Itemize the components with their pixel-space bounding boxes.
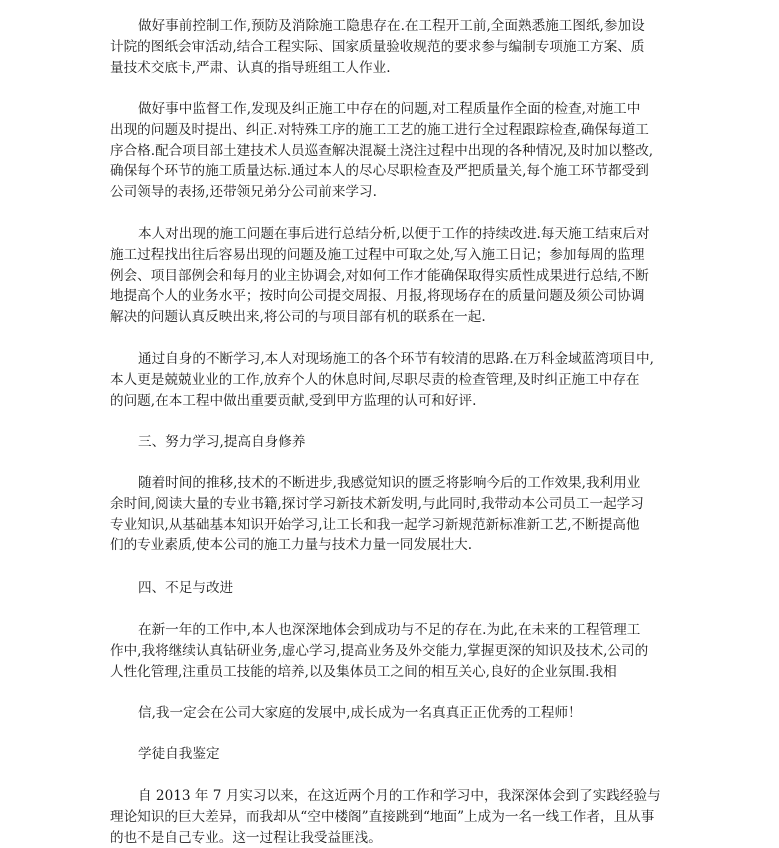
paragraph-post-analysis: [110, 224, 669, 328]
text-line: 的也不是自己专业。这一过程让我受益匪浅。: [110, 829, 382, 846]
text-line: 余时间,阅读大量的专业书籍,探讨学习新技术新发明,与此同时,我带动本公司员工一起学习: [110, 495, 644, 512]
text-line: 做好事前控制工作,预防及消除施工隐患存在.在工程开工前,全面熟悉施工图纸,参加设: [138, 18, 645, 34]
text-line: 本人对出现的施工问题在事后进行总结分析,以便于工作的持续改进.每天施工结束后对: [138, 226, 650, 242]
text-line: 自 2013 年 7 月实习以来，在这近两个月的工作和学习中，我深深体会到了实践经验与: [138, 788, 661, 804]
section-heading-apprentice: 学徒自我鉴定: [138, 746, 220, 762]
paragraph-new-year: [110, 620, 669, 682]
paragraph-mid-supervision: [110, 99, 669, 203]
section-heading-shortcomings: 四、不足与改进: [138, 580, 234, 596]
text-line: 信,我一定会在公司大家庭的发展中,成长成为一名真真正正优秀的工程师！: [138, 705, 582, 721]
text-line: 人性化管理,注重员工技能的培养,以及集体员工之间的相互关心,良好的企业氛围.我相: [110, 663, 617, 680]
text-line: 确保每个环节的施工质量达标.通过本人的尽心尽职检查及严把质量关,每个施工环节都受到: [110, 163, 649, 180]
text-line: 解决的问题认真反映出来,将公司的与项目部有机的联系在一起.: [110, 309, 486, 326]
text-line: 施工过程找出往后容易出现的问题及施工过程中可取之处,写入施工日记；参加每周的监理: [110, 246, 645, 263]
paragraph-pre-control: [110, 16, 669, 78]
text-line: 例会、项目部例会和每月的业主协调会,对如何工作才能确保取得实质性成果进行总结,不断: [110, 267, 649, 284]
text-line: 专业知识,从基础基本知识开始学习,让工长和我一起学习新规范新标准新工艺,不断提高他: [110, 516, 640, 533]
text-line: 们的专业素质,使本公司的施工力量与技术力量一同发展壮大.: [110, 537, 473, 554]
text-line: 计院的图纸会审活动,结合工程实际、国家质量验收规范的要求参与编制专项施工方案、质: [110, 38, 645, 55]
section-heading-study: 三、努力学习,提高自身修养: [138, 434, 306, 450]
text-line: 在新一年的工作中,本人也深深地体会到成功与不足的存在.为此,在未来的工程管理工: [138, 622, 641, 638]
paragraph-knowledge: [110, 473, 669, 556]
text-line: 的问题,在本工程中做出重要贡献,受到甲方监理的认可和好评.: [110, 392, 477, 409]
text-line: 序合格.配合项目部土建技术人员巡查解决混凝土浇注过程中出现的各种情况,及时加以整改,: [110, 142, 654, 159]
text-line: 量技术交底卡,严肃、认真的指导班组工人作业.: [110, 59, 391, 76]
text-line: 做好事中监督工作,发现及纠正施工中存在的问题,对工程质量作全面的检查,对施工中: [138, 101, 641, 117]
paragraph-self-study: [110, 349, 669, 411]
text-line: 出现的问题及时提出、纠正.对特殊工序的施工工艺的施工进行全过程跟踪检查,确保每道工: [110, 121, 649, 138]
text-line: 理论知识的巨大差异，而我却从“空中楼阁”直接跳到“地面”上成为一名一线工作者，且从事: [110, 808, 655, 825]
paragraph-belief: [110, 703, 669, 724]
text-line: 公司领导的表扬,还带领兄弟分公司前来学习.: [110, 184, 377, 201]
text-line: 本人更是兢兢业业的工作,放弃个人的休息时间,尽职尽责的检查管理,及时纠正施工中存在: [110, 371, 640, 388]
text-line: 作中,我将继续认真钻研业务,虚心学习,提高业务及外交能力,掌握更深的知识及技术,公司的: [110, 642, 649, 659]
text-line: 地提高个人的业务水平；按时向公司提交周报、月报,将现场存在的质量问题及须公司协调: [110, 288, 645, 305]
text-line: 通过自身的不断学习,本人对现场施工的各个环节有较清的思路.在万科金域蓝湾项目中,: [138, 351, 654, 367]
paragraph-internship: [110, 786, 669, 848]
text-line: 随着时间的推移,技术的不断进步,我感觉知识的匮乏将影响今后的工作效果,我利用业: [138, 475, 641, 491]
